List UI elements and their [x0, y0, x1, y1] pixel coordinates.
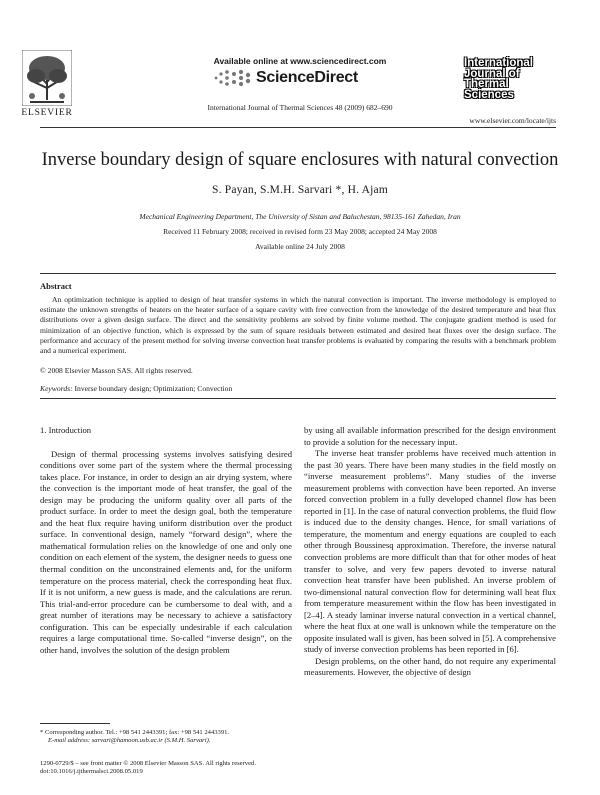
keywords-label: Keywords:: [40, 384, 73, 393]
right-column: [304, 425, 556, 679]
left-column: [40, 425, 292, 656]
header-divider: [40, 127, 556, 128]
abstract-heading: Abstract: [40, 281, 72, 291]
sciencedirect-wordmark: ScienceDirect: [256, 69, 358, 86]
sciencedirect-dots-icon: [212, 69, 252, 87]
journal-logo-line: Thermal: [464, 78, 509, 90]
journal-citation: International Journal of Thermal Sciences 48 (2009) 682–690: [207, 103, 393, 112]
journal-logo-line: Sciences: [464, 88, 514, 101]
keywords: [40, 384, 556, 393]
front-matter-line: 1290-0729/$ – see front matter © 2008 Elsevier Masson SAS. All rights reserved.: [40, 760, 256, 767]
abstract-text: An optimization technique is applied to design of heat transfer systems in which the natural convection is important. The inverse methodology is employed to estimate the unknown strengths of heaters on the heater surface of a square cavity with free convection from the knowledge of the desired temperature and heat flux distributions over a given design surface. The direct and the sensitivity problems are solved by finite volume method. The conjugate gradient method is used for minimization of an objective function, which is expressed by the sum of square residuals between estimated and desired heat fluxes over the design surface. The performance and accuracy of the present method for solving inverse convection heat transfer problems is evaluated by comparing the results with a benchmark problem and a numerical experiment.: [40, 295, 556, 356]
email-note: E-mail address: sarvari@hamoon.usb.ac.ir (S.M.H. Sarvari).: [48, 737, 211, 745]
sciencedirect-logo: [212, 66, 392, 90]
article-authors: S. Payan, S.M.H. Sarvari *, H. Ajam: [212, 184, 388, 196]
publisher-name: ELSEVIER: [21, 108, 73, 118]
paragraph: Design of thermal processing systems involves satisfying desired conditions over some part of the system where the thermal processing takes place. For instance, in order to design an air drying system, where the convection is the important mode of heat transfer, the goal of the design may be producing the uniform quality over all parts of the product surface. In order to meet the design goal, both the temperature and the heat flux require having uniform distribution over the product surface. In conventional design, namely “forward design”, where the mathematical formulation relies on the knowledge of one and only one condition on each element of the system, the designer needs to guess one thermal condition on the unconstrained elements and, for the uniform temperature on the process material, check the corresponding heat flux. If it is not uniform, a new guess is made, and the calculations are rerun. This trial-and-error procedure can be cumbersome to deal with, and a great number of iterations may be necessary to achieve a satisfactory configuration. This can be especially undesirable if each calculation requires a large computational time. So-called “inverse design”, on the other hand, involves the solution of the design problem: [40, 448, 292, 655]
abstract-copyright: © 2008 Elsevier Masson SAS. All rights reserved.: [40, 366, 193, 375]
paragraph: Design problems, on the other hand, do not require any experimental measurements. However, the objective of design: [304, 655, 556, 678]
corresponding-author-note: * Corresponding author. Tel.: +98 541 2443391; fax: +98 541 2443391.: [40, 729, 230, 736]
doi-line: doi:10.1016/j.ijthermalsci.2008.05.019: [40, 768, 143, 776]
journal-website: www.elsevier.com/locate/ijts: [469, 116, 556, 125]
paragraph: The inverse heat transfer problems have received much attention in the past 30 years. There have been many studies in the field mostly on “inverse measurement problems”. Many studies of the inverse measurement problems with convection have been reported. An inverse forced convection problem in a fully developed channel flow has been reported in [1]. In the case of natural convection problems, the fluid flow is induced due to the density changes. Hence, for small variations of temperature, the momentum and energy equations are coupled to each other through Boussinesq approximation. Therefore, the inverse natural convection problems are more difficult than that for other modes of heat transfer to solve, and very few papers devoted to inverse natural convection heat transfer have been published. An inverse problem of two-dimensional natural convection flow for determining wall heat flux from temperature measurement within the flow has been investigated in [2–4]. A steady laminar inverse natural convection in a vertical channel, where the heat flux at one wall is unknown while the temperature on the opposite insulated wall is given, has been solved in [5]. A comprehensive study of inverse convection problems has been reported in [6].: [304, 448, 556, 655]
available-online-date: Available online 24 July 2008: [255, 242, 345, 251]
journal-logo-line: Journal of: [464, 67, 520, 80]
abstract-divider: [40, 398, 556, 399]
received-dates: Received 11 February 2008; received in revised form 23 May 2008; accepted 24 May 2008: [163, 227, 437, 236]
page-footer: [40, 760, 300, 777]
journal-logo-line: International: [464, 57, 534, 69]
paragraph: by using all available information prescribed for the design environment to provide a solution for the necessary input.: [304, 425, 556, 447]
footnote-divider: [40, 723, 110, 724]
author-affiliation: Mechanical Engineering Department, The University of Sistan and Baluchestan, 98135-161 Zahedan, Iran: [139, 212, 461, 221]
article-title: Inverse boundary design of square enclosures with natural convection: [41, 150, 559, 170]
available-online-text: Available online at www.sciencedirect.com: [213, 56, 387, 66]
footnote: [40, 729, 292, 746]
section-heading: 1. Introduction: [40, 425, 92, 435]
title-divider: [40, 273, 556, 274]
journal-logo: [464, 58, 556, 100]
keywords-list: Inverse boundary design; Optimization; Convection: [74, 384, 233, 393]
abstract-body: [40, 295, 556, 356]
